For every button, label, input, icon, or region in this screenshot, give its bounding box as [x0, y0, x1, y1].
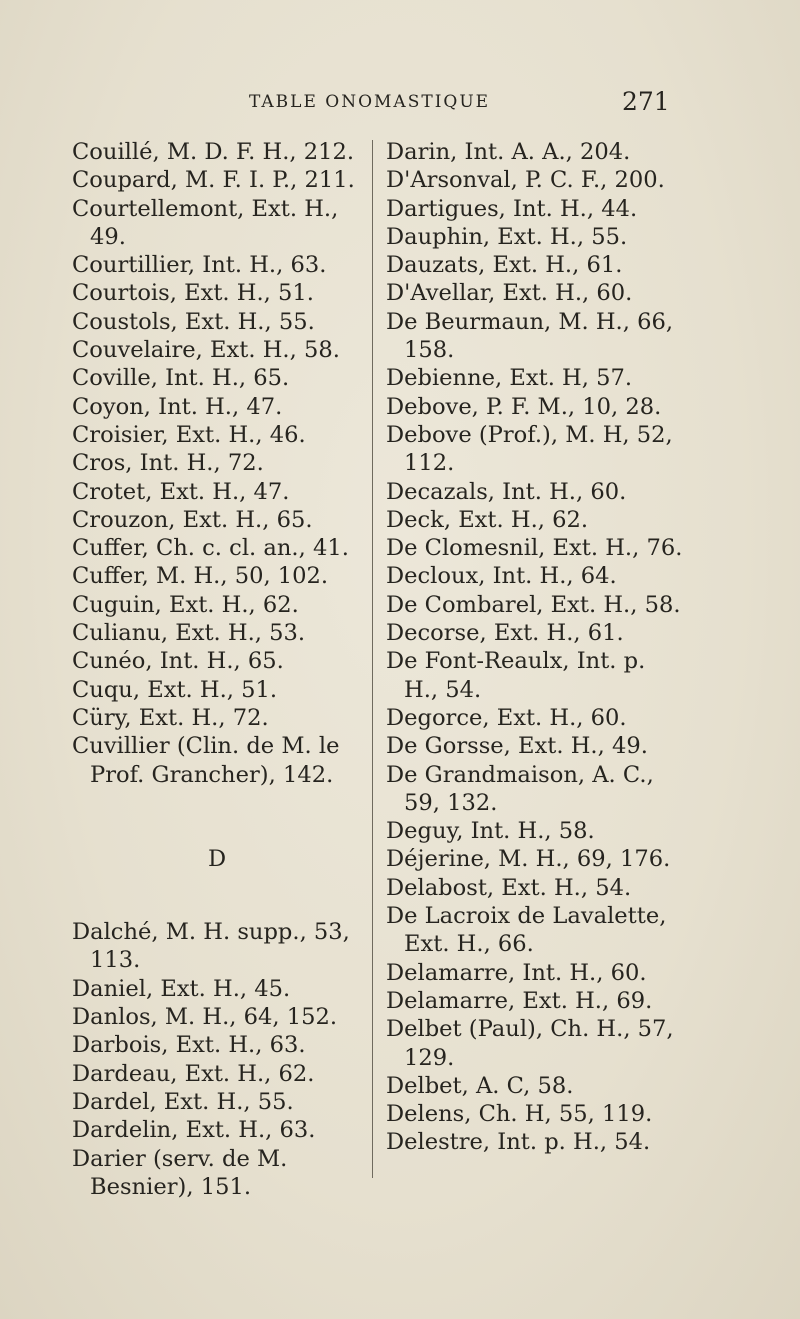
index-entry: Courtillier, Int. H., 63. [72, 252, 327, 279]
index-entry: Delens, Ch. H, 55, 119. [386, 1101, 653, 1128]
index-entry: Coustols, Ext. H., 55. [72, 308, 315, 335]
index-entry: Decorse, Ext. H., 61. [386, 620, 624, 647]
index-entry: Cuffer, Ch. c. cl. an., 41. [72, 535, 349, 562]
section-letter-heading: D [207, 845, 227, 872]
index-entry: Cuguin, Ext. H., 62. [72, 591, 299, 618]
index-entry: Delbet (Paul), Ch. H., 57, 129. [386, 1016, 674, 1071]
index-entry: Deguy, Int. H., 58. [386, 818, 595, 845]
index-entry: De Clomesnil, Ext. H., 76. [386, 535, 683, 562]
index-entry: Coupard, M. F. I. P., 211. [72, 167, 355, 194]
left-column [72, 138, 362, 1201]
index-entry: Crouzon, Ext. H., 65. [72, 506, 313, 533]
index-entry: Darin, Int. A. A., 204. [386, 139, 631, 165]
index-entry: Debove (Prof.), M. H, 52, 112. [386, 421, 673, 477]
index-entry: Cüry, Ext. H., 72. [72, 704, 269, 731]
right-column [386, 138, 686, 1157]
left-entries-c [72, 138, 362, 789]
page-number: 271 [622, 87, 670, 116]
column-divider [372, 140, 373, 1178]
index-entry: Déjerine, M. H., 69, 176. [386, 846, 671, 873]
index-entry: De Grandmaison, A. C., 59, 132. [386, 761, 654, 816]
index-entry: Cuqu, Ext. H., 51. [72, 676, 278, 703]
index-entry: Cros, Int. H., 72. [72, 450, 264, 477]
page-header [0, 87, 800, 122]
running-title: TABLE ONOMASTIQUE [249, 92, 491, 112]
index-entry: Courtois, Ext. H., 51. [72, 280, 314, 307]
index-entry: Daniel, Ext. H., 45. [72, 975, 291, 1002]
index-entry: Degorce, Ext. H., 60. [386, 704, 627, 731]
index-entry: D'Avellar, Ext. H., 60. [386, 280, 633, 307]
index-entry: Couillé, M. D. F. H., 212. [72, 139, 355, 165]
index-entry: Decazals, Int. H., 60. [386, 478, 627, 505]
index-entry: Couvelaire, Ext. H., 58. [72, 337, 340, 364]
left-entries-d [72, 918, 362, 1201]
index-entry: Croisier, Ext. H., 46. [72, 421, 306, 448]
index-entry: Dardelin, Ext. H., 63. [72, 1117, 316, 1144]
index-entry: Danlos, M. H., 64, 152. [72, 1004, 338, 1031]
index-entry: Crotet, Ext. H., 47. [72, 478, 290, 505]
index-entry: Coville, Int. H., 65. [72, 365, 290, 392]
index-entry: Dardeau, Ext. H., 62. [72, 1060, 315, 1087]
index-entry: Cuffer, M. H., 50, 102. [72, 563, 329, 590]
index-entry: Dartigues, Int. H., 44. [386, 195, 638, 222]
index-entry: Delbet, A. C, 58. [386, 1072, 574, 1099]
index-entry: Cunéo, Int. H., 65. [72, 648, 284, 675]
index-entry: De Combarel, Ext. H., 58. [386, 591, 681, 618]
index-entry: D'Arsonval, P. C. F., 200. [386, 167, 665, 194]
index-entry: De Font-Reaulx, Int. p. H., 54. [386, 648, 646, 703]
index-entry: Coyon, Int. H., 47. [72, 393, 283, 420]
index-entry: Delamarre, Ext. H., 69. [386, 987, 653, 1014]
right-entries [386, 138, 686, 1157]
index-entry: Delestre, Int. p. H., 54. [386, 1129, 651, 1156]
index-entry: Cuvillier (Clin. de M. le Prof. Grancher), 142. [72, 733, 340, 788]
index-entry: Courtellemont, Ext. H., 49. [72, 195, 339, 250]
index-entry: De Gorsse, Ext. H., 49. [386, 733, 648, 760]
index-entry: De Lacroix de Lavalette, Ext. H., 66. [386, 903, 667, 958]
index-entry: Decloux, Int. H., 64. [386, 563, 617, 590]
index-entry: Delamarre, Int. H., 60. [386, 959, 647, 986]
index-entry: Dardel, Ext. H., 55. [72, 1088, 294, 1115]
index-entry: Dauphin, Ext. H., 55. [386, 223, 628, 250]
index-entry: Dauzats, Ext. H., 61. [386, 252, 623, 279]
index-entry: Debove, P. F. M., 10, 28. [386, 393, 662, 420]
index-entry: Debienne, Ext. H, 57. [386, 365, 633, 392]
index-entry: Deck, Ext. H., 62. [386, 506, 589, 533]
index-entry: Delabost, Ext. H., 54. [386, 874, 632, 901]
index-entry: Darier (serv. de M. Besnier), 151. [72, 1145, 288, 1200]
index-entry: Dalché, M. H. supp., 53, 113. [72, 919, 350, 974]
index-entry: Culianu, Ext. H., 53. [72, 620, 306, 647]
index-entry: Darbois, Ext. H., 63. [72, 1032, 306, 1059]
index-entry: De Beurmaun, M. H., 66, 158. [386, 308, 674, 364]
